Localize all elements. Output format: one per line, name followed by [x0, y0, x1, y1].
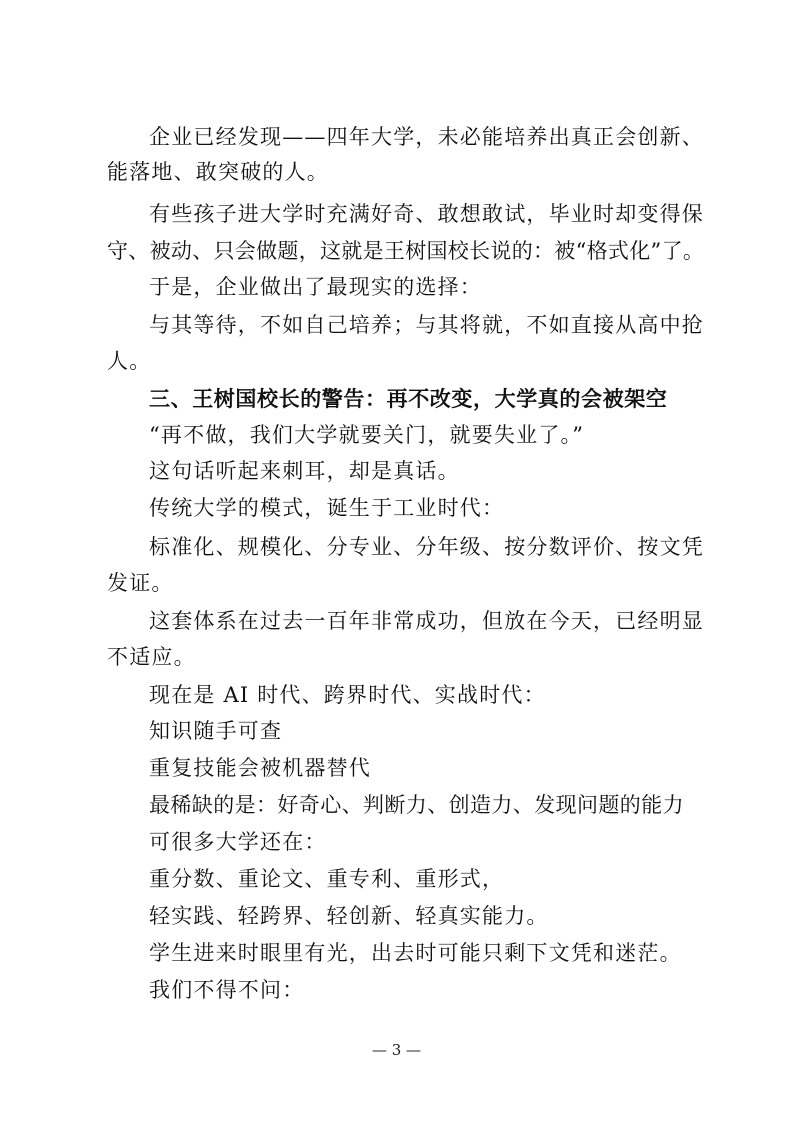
paragraph-7-line-1: 这句话听起来刺耳，却是真话。	[149, 459, 460, 483]
paragraph-2-line-1: 有些孩子进大学时充满好奇、敢想敢试，毕业时却变得保	[149, 202, 704, 226]
paragraph-1-line-1: 企业已经发现——四年大学，未必能培养出真正会创新、	[149, 125, 704, 149]
paragraph-11-line-1: 现在是 AI 时代、跨界时代、实战时代：	[149, 683, 546, 707]
paragraph-3-line-1: 于是，企业做出了最现实的选择：	[149, 275, 482, 299]
page-number: — 3 —	[371, 1041, 422, 1059]
paragraph-1-line-2: 能落地、敢突破的人。	[107, 160, 329, 184]
paragraph-9-line-1: 标准化、规模化、分专业、分年级、按分数评价、按文凭	[149, 535, 704, 559]
paragraph-16-line-1: 重分数、重论文、重专利、重形式，	[149, 867, 505, 891]
paragraph-4-line-1: 与其等待，不如自己培养；与其将就，不如直接从高中抢	[149, 313, 704, 337]
paragraph-4-line-2: 人。	[107, 349, 152, 373]
paragraph-17-line-1: 轻实践、轻跨界、轻创新、轻真实能力。	[149, 904, 549, 928]
list-item-repetitive-skills: 重复技能会被机器替代	[149, 756, 371, 780]
quote-paragraph: “再不做，我们大学就要关门，就要失业了。”	[149, 423, 585, 447]
paragraph-18-line-1: 学生进来时眼里有光，出去时可能只剩下文凭和迷茫。	[149, 941, 682, 965]
paragraph-10-line-1: 这套体系在过去一百年非常成功，但放在今天，已经明显	[149, 609, 704, 633]
paragraph-8-line-1: 传统大学的模式，诞生于工业时代：	[149, 496, 505, 520]
paragraph-2-line-2: 守、被动、只会做题，这就是王树国校长说的：被“格式化”了。	[107, 239, 705, 263]
paragraph-9-line-2: 发证。	[107, 571, 174, 595]
paragraph-19-line-1: 我们不得不问：	[149, 978, 305, 1002]
list-item-scarce-abilities: 最稀缺的是：好奇心、判断力、创造力、发现问题的能力	[149, 793, 684, 817]
paragraph-10-line-2: 不适应。	[107, 645, 196, 669]
list-item-knowledge: 知识随手可查	[149, 719, 283, 743]
paragraph-15-line-1: 可很多大学还在：	[149, 830, 327, 854]
section-heading: 三、王树国校长的警告：再不改变，大学真的会被架空	[149, 387, 668, 411]
